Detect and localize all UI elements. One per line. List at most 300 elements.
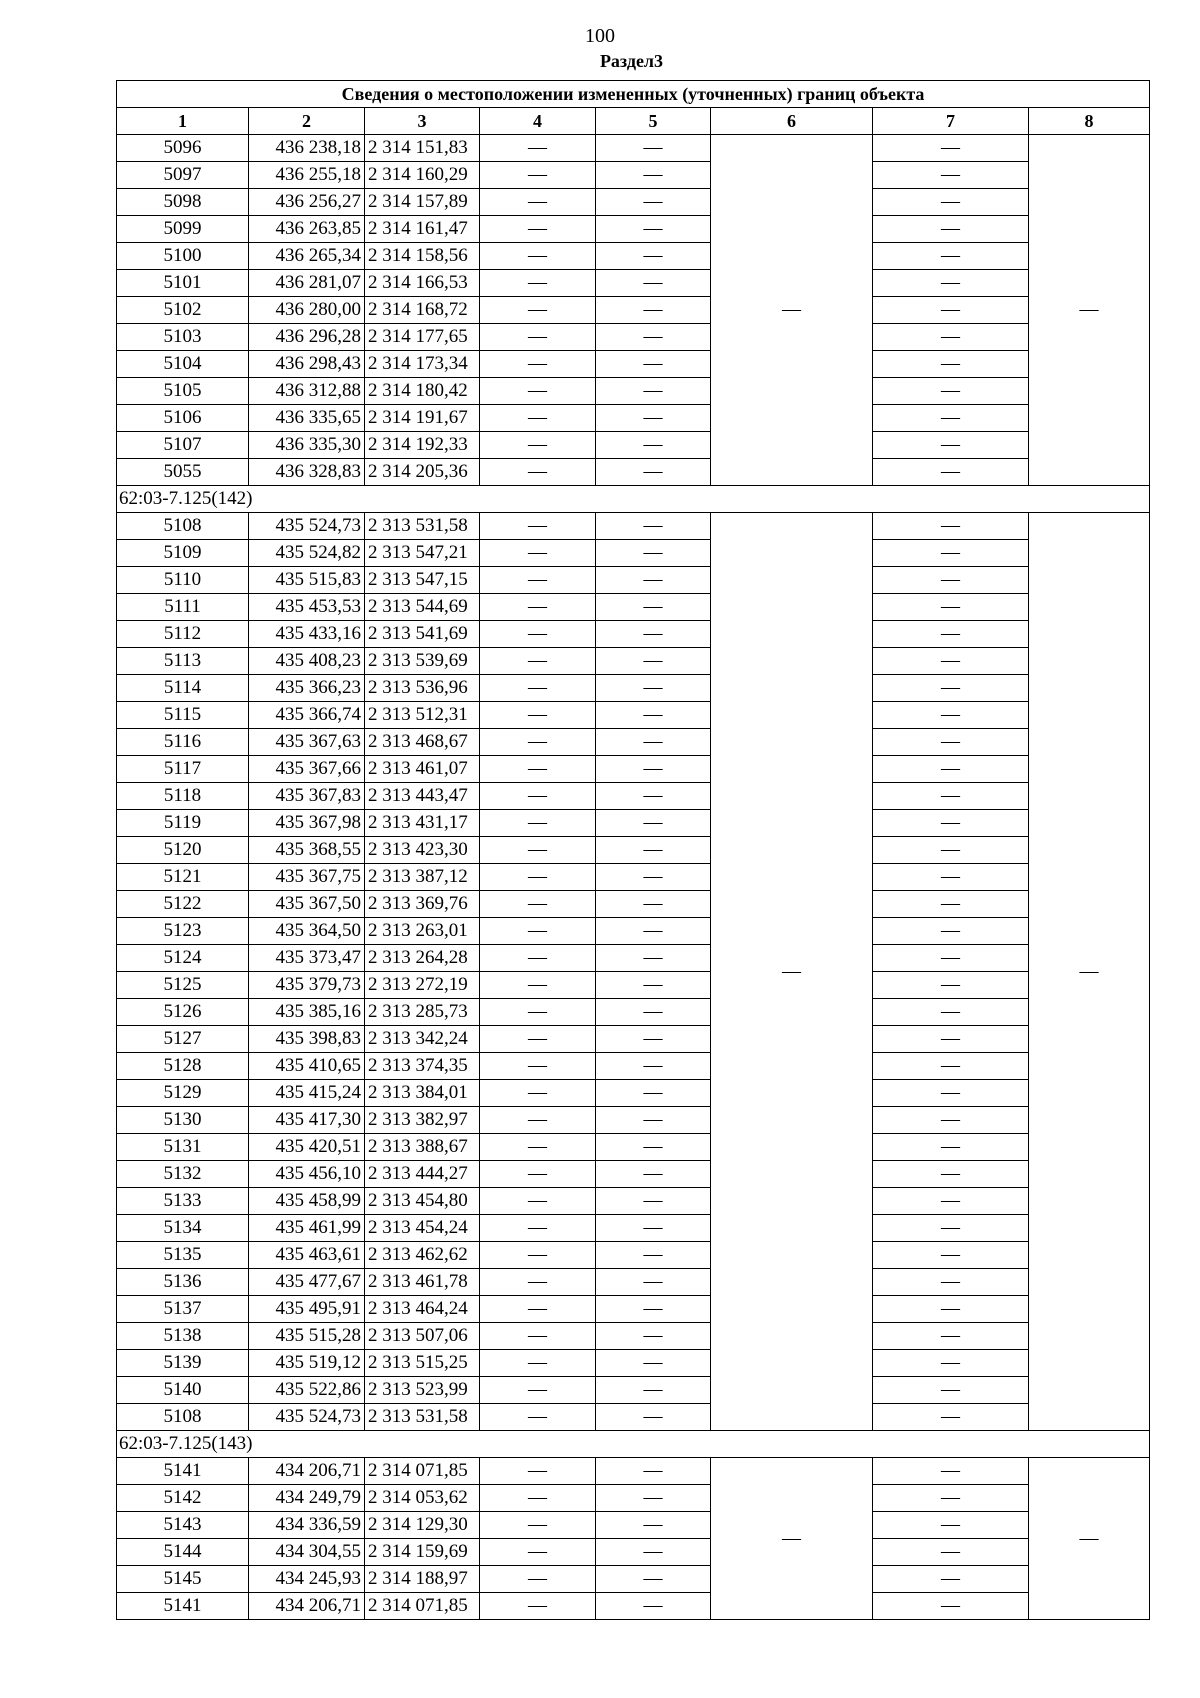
col5-dash: —	[596, 1377, 711, 1404]
coordinate-x: 435 524,73	[249, 1404, 365, 1431]
coordinate-y: 2 314 168,72	[365, 297, 480, 324]
col7-dash: —	[873, 405, 1029, 432]
col7-dash: —	[873, 378, 1029, 405]
col7-dash: —	[873, 243, 1029, 270]
col4-dash: —	[480, 1512, 596, 1539]
col5-dash: —	[596, 189, 711, 216]
col4-dash: —	[480, 324, 596, 351]
point-number: 5102	[117, 297, 249, 324]
coordinate-x: 434 249,79	[249, 1485, 365, 1512]
point-number: 5104	[117, 351, 249, 378]
coordinate-x: 435 366,74	[249, 702, 365, 729]
col7-dash: —	[873, 1323, 1029, 1350]
table-row	[117, 378, 1150, 405]
col5-dash: —	[596, 351, 711, 378]
column-header-8: 8	[1029, 108, 1150, 135]
col5-dash: —	[596, 756, 711, 783]
col5-dash: —	[596, 1134, 711, 1161]
col4-dash: —	[480, 594, 596, 621]
col5-dash: —	[596, 1080, 711, 1107]
col4-dash: —	[480, 1404, 596, 1431]
coordinate-x: 435 385,16	[249, 999, 365, 1026]
col7-dash: —	[873, 756, 1029, 783]
point-number: 5120	[117, 837, 249, 864]
point-number: 5101	[117, 270, 249, 297]
col7-dash: —	[873, 810, 1029, 837]
coordinate-x: 435 515,83	[249, 567, 365, 594]
page-number: 100	[585, 25, 615, 47]
col6-dash: —	[711, 1458, 873, 1620]
point-number: 5110	[117, 567, 249, 594]
col4-dash: —	[480, 729, 596, 756]
point-number: 5115	[117, 702, 249, 729]
col4-dash: —	[480, 648, 596, 675]
col4-dash: —	[480, 1107, 596, 1134]
group-header-row	[117, 486, 1150, 513]
col5-dash: —	[596, 270, 711, 297]
table-row	[117, 1458, 1150, 1485]
coordinate-y: 2 313 544,69	[365, 594, 480, 621]
table-row	[117, 297, 1150, 324]
coordinate-x: 436 255,18	[249, 162, 365, 189]
coordinate-x: 435 367,63	[249, 729, 365, 756]
col4-dash: —	[480, 1350, 596, 1377]
coordinate-x: 435 515,28	[249, 1323, 365, 1350]
table-row	[117, 675, 1150, 702]
table-row	[117, 1539, 1150, 1566]
coordinate-x: 435 373,47	[249, 945, 365, 972]
table-row	[117, 162, 1150, 189]
col7-dash: —	[873, 675, 1029, 702]
col5-dash: —	[596, 621, 711, 648]
coordinate-y: 2 313 382,97	[365, 1107, 480, 1134]
col7-dash: —	[873, 837, 1029, 864]
table-row	[117, 1296, 1150, 1323]
col4-dash: —	[480, 1053, 596, 1080]
col5-dash: —	[596, 513, 711, 540]
col4-dash: —	[480, 891, 596, 918]
point-number: 5100	[117, 243, 249, 270]
col7-dash: —	[873, 432, 1029, 459]
point-number: 5107	[117, 432, 249, 459]
point-number: 5139	[117, 1350, 249, 1377]
col5-dash: —	[596, 405, 711, 432]
col4-dash: —	[480, 1188, 596, 1215]
col4-dash: —	[480, 1458, 596, 1485]
col5-dash: —	[596, 1053, 711, 1080]
coordinate-x: 435 410,65	[249, 1053, 365, 1080]
coordinate-y: 2 313 507,06	[365, 1323, 480, 1350]
col5-dash: —	[596, 1296, 711, 1323]
coordinate-y: 2 314 151,83	[365, 135, 480, 162]
col4-dash: —	[480, 432, 596, 459]
col4-dash: —	[480, 999, 596, 1026]
coordinate-x: 435 420,51	[249, 1134, 365, 1161]
coordinate-x: 436 335,65	[249, 405, 365, 432]
group-header-row	[117, 1431, 1150, 1458]
point-number: 5141	[117, 1458, 249, 1485]
col5-dash: —	[596, 324, 711, 351]
coordinate-x: 435 367,75	[249, 864, 365, 891]
coordinate-y: 2 313 531,58	[365, 513, 480, 540]
col4-dash: —	[480, 189, 596, 216]
point-number: 5130	[117, 1107, 249, 1134]
table-row	[117, 1566, 1150, 1593]
coordinate-x: 435 367,98	[249, 810, 365, 837]
col4-dash: —	[480, 459, 596, 486]
coordinate-x: 435 477,67	[249, 1269, 365, 1296]
coordinate-x: 435 453,53	[249, 594, 365, 621]
col4-dash: —	[480, 837, 596, 864]
column-header-6: 6	[711, 108, 873, 135]
table-row	[117, 729, 1150, 756]
column-header-7: 7	[873, 108, 1029, 135]
col4-dash: —	[480, 513, 596, 540]
point-number: 5133	[117, 1188, 249, 1215]
coordinate-y: 2 313 541,69	[365, 621, 480, 648]
col4-dash: —	[480, 162, 596, 189]
cadastral-number: 62:03-7.125(142)	[117, 486, 1150, 513]
coordinate-x: 435 519,12	[249, 1350, 365, 1377]
table-row	[117, 756, 1150, 783]
coordinate-y: 2 314 192,33	[365, 432, 480, 459]
coordinate-x: 434 206,71	[249, 1593, 365, 1620]
table-row	[117, 1269, 1150, 1296]
col4-dash: —	[480, 756, 596, 783]
col4-dash: —	[480, 297, 596, 324]
col5-dash: —	[596, 1242, 711, 1269]
col4-dash: —	[480, 1485, 596, 1512]
point-number: 5131	[117, 1134, 249, 1161]
col5-dash: —	[596, 972, 711, 999]
coordinate-y: 2 313 462,62	[365, 1242, 480, 1269]
col7-dash: —	[873, 648, 1029, 675]
point-number: 5135	[117, 1242, 249, 1269]
coordinate-x: 436 335,30	[249, 432, 365, 459]
coordinate-y: 2 314 173,34	[365, 351, 480, 378]
col4-dash: —	[480, 1134, 596, 1161]
table-row	[117, 432, 1150, 459]
coordinate-x: 436 328,83	[249, 459, 365, 486]
col8-dash: —	[1029, 1458, 1150, 1620]
coordinate-x: 435 522,86	[249, 1377, 365, 1404]
table-row	[117, 1404, 1150, 1431]
point-number: 5134	[117, 1215, 249, 1242]
coordinate-x: 435 408,23	[249, 648, 365, 675]
table-row	[117, 459, 1150, 486]
table-row	[117, 540, 1150, 567]
point-number: 5109	[117, 540, 249, 567]
coordinate-y: 2 314 205,36	[365, 459, 480, 486]
coordinate-y: 2 313 387,12	[365, 864, 480, 891]
col5-dash: —	[596, 1026, 711, 1053]
column-header-5: 5	[596, 108, 711, 135]
coordinate-x: 436 256,27	[249, 189, 365, 216]
table-row	[117, 405, 1150, 432]
point-number: 5136	[117, 1269, 249, 1296]
coordinate-y: 2 313 443,47	[365, 783, 480, 810]
point-number: 5097	[117, 162, 249, 189]
col7-dash: —	[873, 540, 1029, 567]
col7-dash: —	[873, 135, 1029, 162]
col7-dash: —	[873, 162, 1029, 189]
coordinate-x: 435 524,82	[249, 540, 365, 567]
coordinate-y: 2 313 468,67	[365, 729, 480, 756]
table-row	[117, 1107, 1150, 1134]
coordinate-y: 2 313 531,58	[365, 1404, 480, 1431]
coordinate-y: 2 313 461,78	[365, 1269, 480, 1296]
col7-dash: —	[873, 270, 1029, 297]
coordinate-x: 435 367,50	[249, 891, 365, 918]
coordinate-y: 2 313 536,96	[365, 675, 480, 702]
coordinate-y: 2 313 512,31	[365, 702, 480, 729]
col7-dash: —	[873, 1188, 1029, 1215]
table-row	[117, 135, 1150, 162]
coordinate-y: 2 314 129,30	[365, 1512, 480, 1539]
point-number: 5103	[117, 324, 249, 351]
col7-dash: —	[873, 1296, 1029, 1323]
col7-dash: —	[873, 594, 1029, 621]
point-number: 5099	[117, 216, 249, 243]
col4-dash: —	[480, 1323, 596, 1350]
point-number: 5141	[117, 1593, 249, 1620]
col8-dash: —	[1029, 513, 1150, 1431]
coordinate-x: 435 366,23	[249, 675, 365, 702]
point-number: 5108	[117, 1404, 249, 1431]
point-number: 5124	[117, 945, 249, 972]
coordinate-y: 2 314 157,89	[365, 189, 480, 216]
col5-dash: —	[596, 783, 711, 810]
col7-dash: —	[873, 324, 1029, 351]
col4-dash: —	[480, 1296, 596, 1323]
coordinate-x: 435 367,83	[249, 783, 365, 810]
col7-dash: —	[873, 1458, 1029, 1485]
column-header-2: 2	[249, 108, 365, 135]
table-row	[117, 1485, 1150, 1512]
coordinate-x: 436 312,88	[249, 378, 365, 405]
coordinate-y: 2 313 285,73	[365, 999, 480, 1026]
col4-dash: —	[480, 810, 596, 837]
col6-dash: —	[711, 135, 873, 486]
point-number: 5116	[117, 729, 249, 756]
col7-dash: —	[873, 729, 1029, 756]
coordinate-y: 2 313 444,27	[365, 1161, 480, 1188]
coordinate-y: 2 313 461,07	[365, 756, 480, 783]
col5-dash: —	[596, 1350, 711, 1377]
col7-dash: —	[873, 216, 1029, 243]
col7-dash: —	[873, 972, 1029, 999]
cadastral-number: 62:03-7.125(143)	[117, 1431, 1150, 1458]
coordinate-x: 434 206,71	[249, 1458, 365, 1485]
coordinate-y: 2 314 191,67	[365, 405, 480, 432]
col5-dash: —	[596, 1512, 711, 1539]
col4-dash: —	[480, 783, 596, 810]
col7-dash: —	[873, 1512, 1029, 1539]
coordinate-x: 435 524,73	[249, 513, 365, 540]
col7-dash: —	[873, 1350, 1029, 1377]
col7-dash: —	[873, 864, 1029, 891]
point-number: 5125	[117, 972, 249, 999]
table-row	[117, 270, 1150, 297]
col7-dash: —	[873, 1215, 1029, 1242]
col5-dash: —	[596, 729, 711, 756]
col7-dash: —	[873, 513, 1029, 540]
coordinate-y: 2 314 158,56	[365, 243, 480, 270]
coordinate-x: 435 364,50	[249, 918, 365, 945]
col5-dash: —	[596, 594, 711, 621]
col8-dash: —	[1029, 135, 1150, 486]
col4-dash: —	[480, 945, 596, 972]
col4-dash: —	[480, 405, 596, 432]
coordinate-x: 434 245,93	[249, 1566, 365, 1593]
coordinate-x: 435 461,99	[249, 1215, 365, 1242]
coordinate-x: 435 495,91	[249, 1296, 365, 1323]
section-title: Раздел3	[599, 51, 664, 71]
col7-dash: —	[873, 1080, 1029, 1107]
point-number: 5127	[117, 1026, 249, 1053]
col5-dash: —	[596, 243, 711, 270]
table-row	[117, 1053, 1150, 1080]
col5-dash: —	[596, 675, 711, 702]
coordinate-y: 2 313 423,30	[365, 837, 480, 864]
table-row	[117, 945, 1150, 972]
col5-dash: —	[596, 1215, 711, 1242]
point-number: 5096	[117, 135, 249, 162]
point-number: 5111	[117, 594, 249, 621]
table-row	[117, 1161, 1150, 1188]
col4-dash: —	[480, 1566, 596, 1593]
table-row	[117, 648, 1150, 675]
col7-dash: —	[873, 459, 1029, 486]
point-number: 5140	[117, 1377, 249, 1404]
col4-dash: —	[480, 378, 596, 405]
point-number: 5123	[117, 918, 249, 945]
col5-dash: —	[596, 648, 711, 675]
col4-dash: —	[480, 567, 596, 594]
col4-dash: —	[480, 540, 596, 567]
col4-dash: —	[480, 972, 596, 999]
col4-dash: —	[480, 918, 596, 945]
col7-dash: —	[873, 1134, 1029, 1161]
col5-dash: —	[596, 945, 711, 972]
col5-dash: —	[596, 837, 711, 864]
col7-dash: —	[873, 297, 1029, 324]
col5-dash: —	[596, 702, 711, 729]
table-row	[117, 1215, 1150, 1242]
column-number-row	[117, 108, 1150, 135]
table-row	[117, 594, 1150, 621]
col5-dash: —	[596, 378, 711, 405]
coordinate-y: 2 314 159,69	[365, 1539, 480, 1566]
col7-dash: —	[873, 189, 1029, 216]
col4-dash: —	[480, 621, 596, 648]
col5-dash: —	[596, 135, 711, 162]
point-number: 5119	[117, 810, 249, 837]
point-number: 5126	[117, 999, 249, 1026]
column-header-4: 4	[480, 108, 596, 135]
table-row	[117, 702, 1150, 729]
point-number: 5117	[117, 756, 249, 783]
col5-dash: —	[596, 891, 711, 918]
col5-dash: —	[596, 162, 711, 189]
coordinate-x: 436 296,28	[249, 324, 365, 351]
col7-dash: —	[873, 783, 1029, 810]
table-row	[117, 1512, 1150, 1539]
coordinate-y: 2 313 272,19	[365, 972, 480, 999]
col5-dash: —	[596, 1566, 711, 1593]
point-number: 5112	[117, 621, 249, 648]
col5-dash: —	[596, 1107, 711, 1134]
coordinate-y: 2 314 166,53	[365, 270, 480, 297]
point-number: 5137	[117, 1296, 249, 1323]
col5-dash: —	[596, 432, 711, 459]
table-row	[117, 1134, 1150, 1161]
col7-dash: —	[873, 1485, 1029, 1512]
col7-dash: —	[873, 1539, 1029, 1566]
coordinate-x: 436 280,00	[249, 297, 365, 324]
col4-dash: —	[480, 1377, 596, 1404]
col4-dash: —	[480, 1026, 596, 1053]
col4-dash: —	[480, 270, 596, 297]
point-number: 5142	[117, 1485, 249, 1512]
col5-dash: —	[596, 1539, 711, 1566]
col4-dash: —	[480, 1161, 596, 1188]
coordinate-y: 2 313 264,28	[365, 945, 480, 972]
column-header-3: 3	[365, 108, 480, 135]
coordinate-y: 2 313 369,76	[365, 891, 480, 918]
point-number: 5113	[117, 648, 249, 675]
coordinate-y: 2 314 177,65	[365, 324, 480, 351]
table-row	[117, 216, 1150, 243]
table-caption-row	[117, 81, 1150, 108]
coordinate-x: 435 456,10	[249, 1161, 365, 1188]
col5-dash: —	[596, 864, 711, 891]
table-row	[117, 1242, 1150, 1269]
col4-dash: —	[480, 351, 596, 378]
col7-dash: —	[873, 891, 1029, 918]
col7-dash: —	[873, 1053, 1029, 1080]
col5-dash: —	[596, 1404, 711, 1431]
col7-dash: —	[873, 1269, 1029, 1296]
table-row	[117, 1350, 1150, 1377]
coordinate-x: 434 336,59	[249, 1512, 365, 1539]
col4-dash: —	[480, 675, 596, 702]
coordinate-y: 2 313 388,67	[365, 1134, 480, 1161]
coordinate-x: 436 238,18	[249, 135, 365, 162]
table-row	[117, 1026, 1150, 1053]
col5-dash: —	[596, 540, 711, 567]
col7-dash: —	[873, 351, 1029, 378]
col4-dash: —	[480, 1242, 596, 1269]
point-number: 5145	[117, 1566, 249, 1593]
coordinate-y: 2 314 071,85	[365, 1593, 480, 1620]
coordinate-x: 435 367,66	[249, 756, 365, 783]
coordinate-x: 435 433,16	[249, 621, 365, 648]
point-number: 5122	[117, 891, 249, 918]
col4-dash: —	[480, 1269, 596, 1296]
table-row	[117, 1377, 1150, 1404]
coordinate-y: 2 314 160,29	[365, 162, 480, 189]
table-row	[117, 351, 1150, 378]
coordinate-y: 2 314 180,42	[365, 378, 480, 405]
table-row	[117, 1080, 1150, 1107]
coordinate-y: 2 313 342,24	[365, 1026, 480, 1053]
coordinate-x: 435 398,83	[249, 1026, 365, 1053]
col7-dash: —	[873, 702, 1029, 729]
coordinate-y: 2 313 523,99	[365, 1377, 480, 1404]
point-number: 5108	[117, 513, 249, 540]
col5-dash: —	[596, 810, 711, 837]
